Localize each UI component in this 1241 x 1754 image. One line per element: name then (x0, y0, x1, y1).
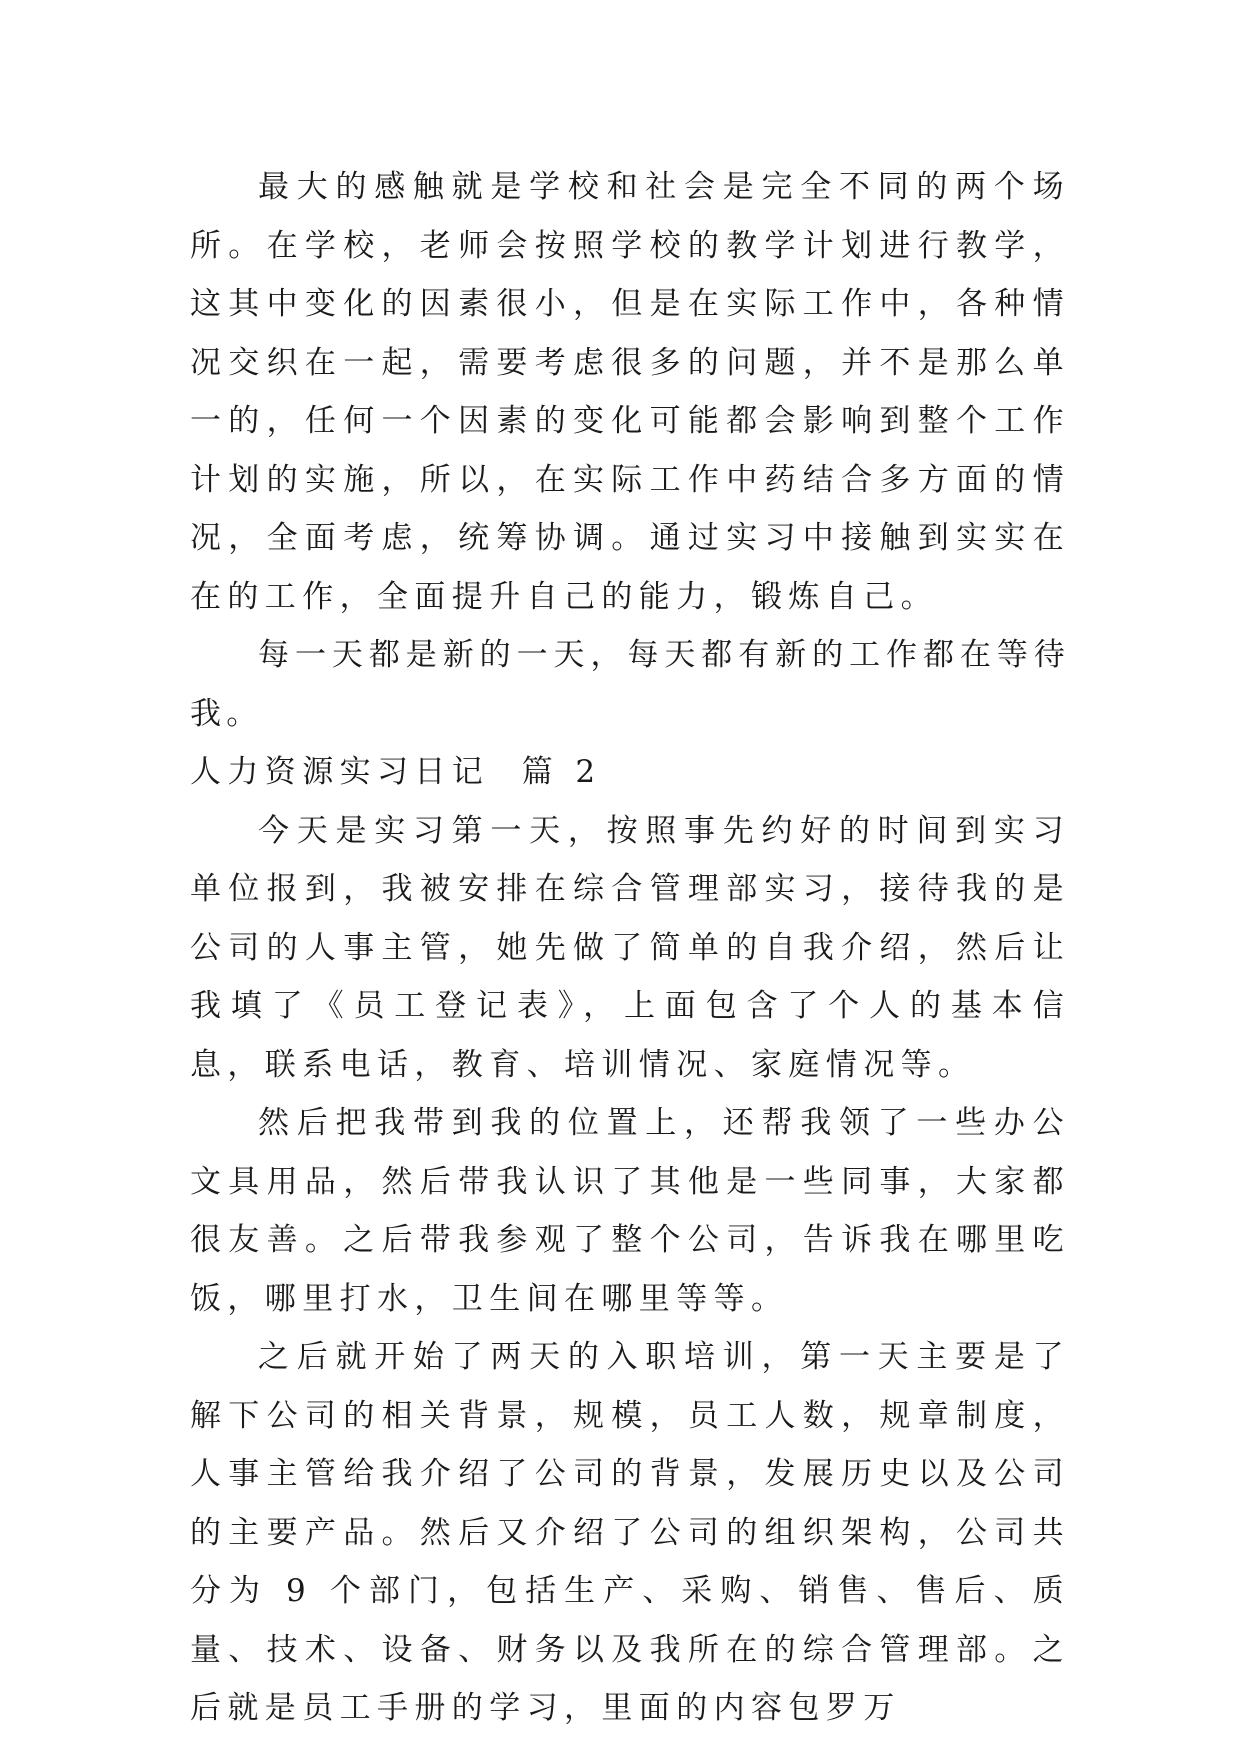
document-body (190, 158, 1070, 1738)
paragraph-1: 最大的感触就是学校和社会是完全不同的两个场所。在学校，老师会按照学校的教学计划进行教学，这其中变化的因素很小，但是在实际工作中，各种情况交织在一起，需要考虑很多的问题，并不是那么单一的，任何一个因素的变化可能都会影响到整个工作计划的实施，所以，在实际工作中药结合多方面的情况，全面考虑，统筹协调。通过实习中接触到实实在在的工作，全面提升自己的能力，锻炼自己。 (190, 169, 1070, 615)
section-heading: 人力资源实习日记 篇 2 (190, 754, 602, 790)
paragraph-3: 今天是实习第一天，按照事先约好的时间到实习单位报到，我被安排在综合管理部实习，接待我的是公司的人事主管，她先做了简单的自我介绍，然后让我填了《员工登记表》，上面包含了个人的基本信息，联系电话，教育、培训情况、家庭情况等。 (190, 812, 1070, 1083)
paragraph-5: 之后就开始了两天的入职培训，第一天主要是了解下公司的相关背景，规模，员工人数，规章制度，人事主管给我介绍了公司的背景，发展历史以及公司的主要产品。然后又介绍了公司的组织架构，公司共分为 9 个部门，包括生产、采购、销售、售后、质量、技术、设备、财务以及我所在的综合管理部。之后就是员工手册的学习，里面的内容包罗万 (190, 1339, 1070, 1726)
paragraph-2: 每一天都是新的一天，每天都有新的工作都在等待我。 (190, 637, 1070, 732)
paragraph-4: 然后把我带到我的位置上，还帮我领了一些办公文具用品，然后带我认识了其他是一些同事，大家都很友善。之后带我参观了整个公司，告诉我在哪里吃饭，哪里打水，卫生间在哪里等等。 (190, 1105, 1070, 1317)
